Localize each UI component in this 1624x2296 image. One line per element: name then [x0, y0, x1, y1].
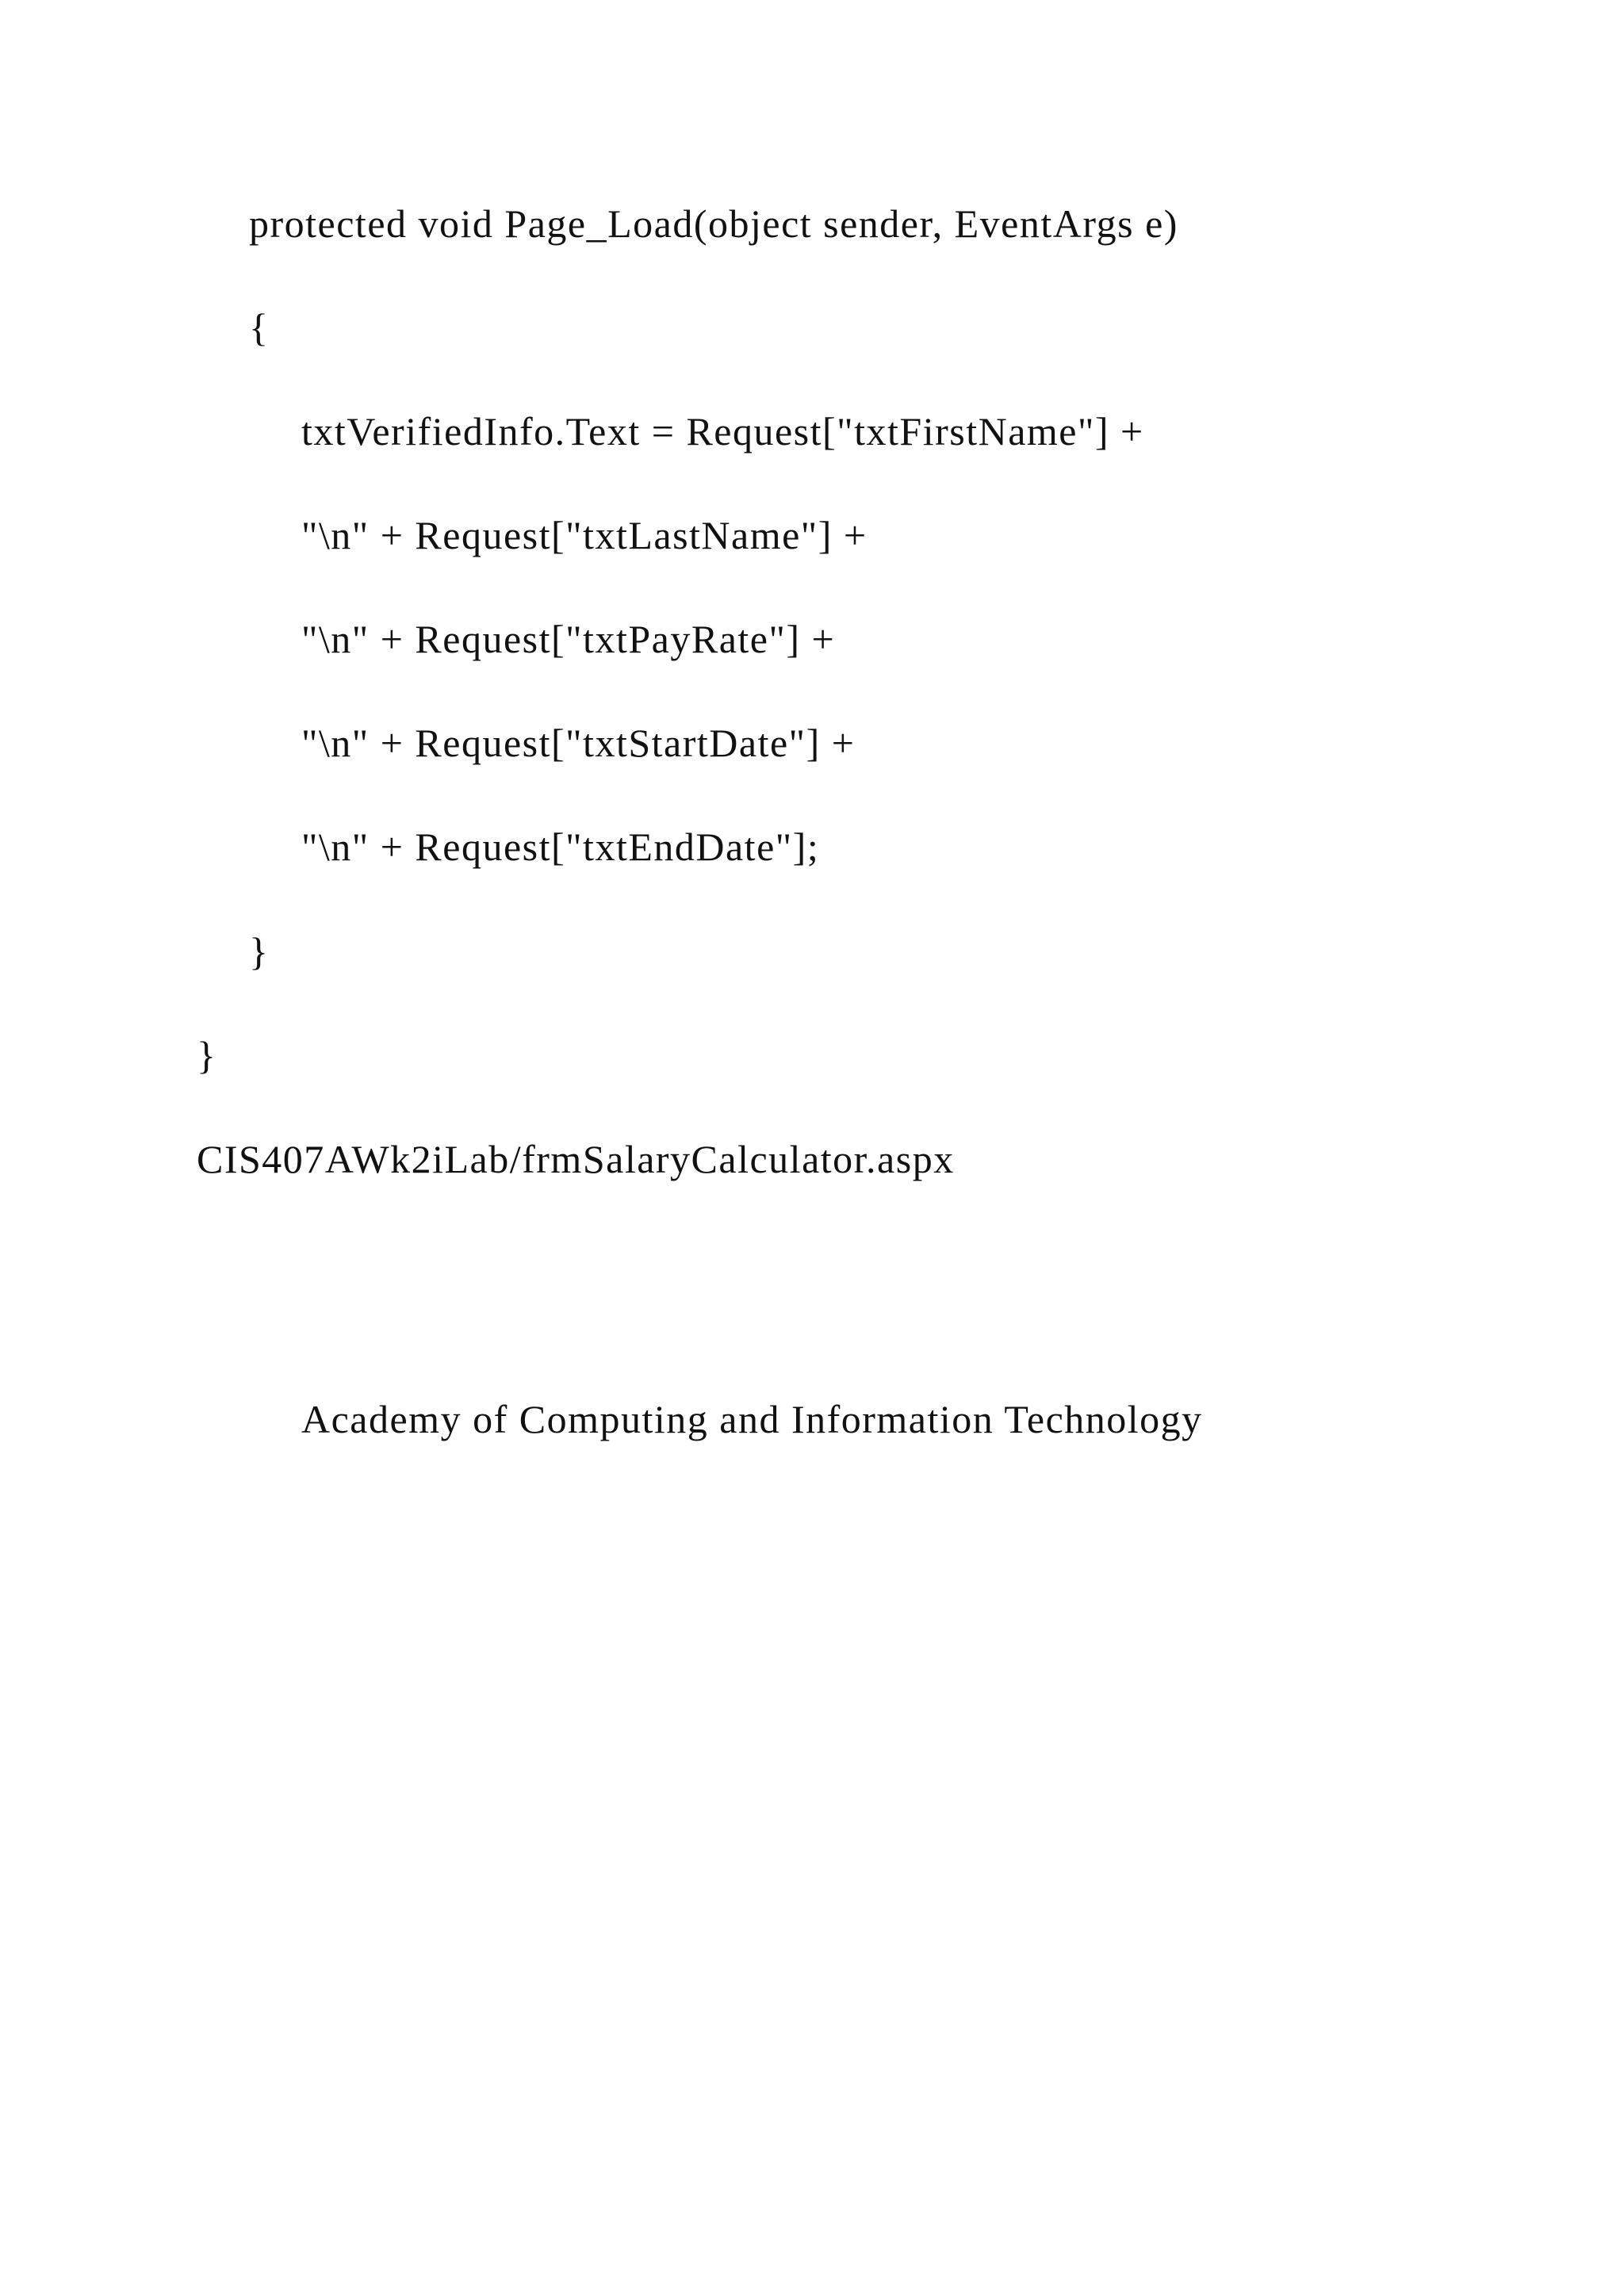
code-line-assignment: txtVerifiedInfo.Text = Request["txtFirstName"] +	[301, 409, 1144, 453]
code-line-end-date: "\n" + Request["txtEndDate"];	[301, 825, 820, 869]
code-line-pay-rate: "\n" + Request["txtPayRate"] +	[301, 617, 836, 661]
code-line-open-brace: {	[249, 305, 270, 350]
code-line-class-close-brace: }	[197, 1033, 217, 1077]
code-line-method-signature: protected void Page_Load(object sender, EventArgs e)	[249, 201, 1178, 246]
file-path: CIS407AWk2iLab/frmSalaryCalculator.aspx	[197, 1137, 955, 1181]
code-line-last-name: "\n" + Request["txtLastName"] +	[301, 513, 868, 557]
code-line-method-close-brace: }	[249, 929, 270, 974]
section-heading: Academy of Computing and Information Technology	[301, 1397, 1203, 1441]
code-line-start-date: "\n" + Request["txtStartDate"] +	[301, 721, 856, 765]
